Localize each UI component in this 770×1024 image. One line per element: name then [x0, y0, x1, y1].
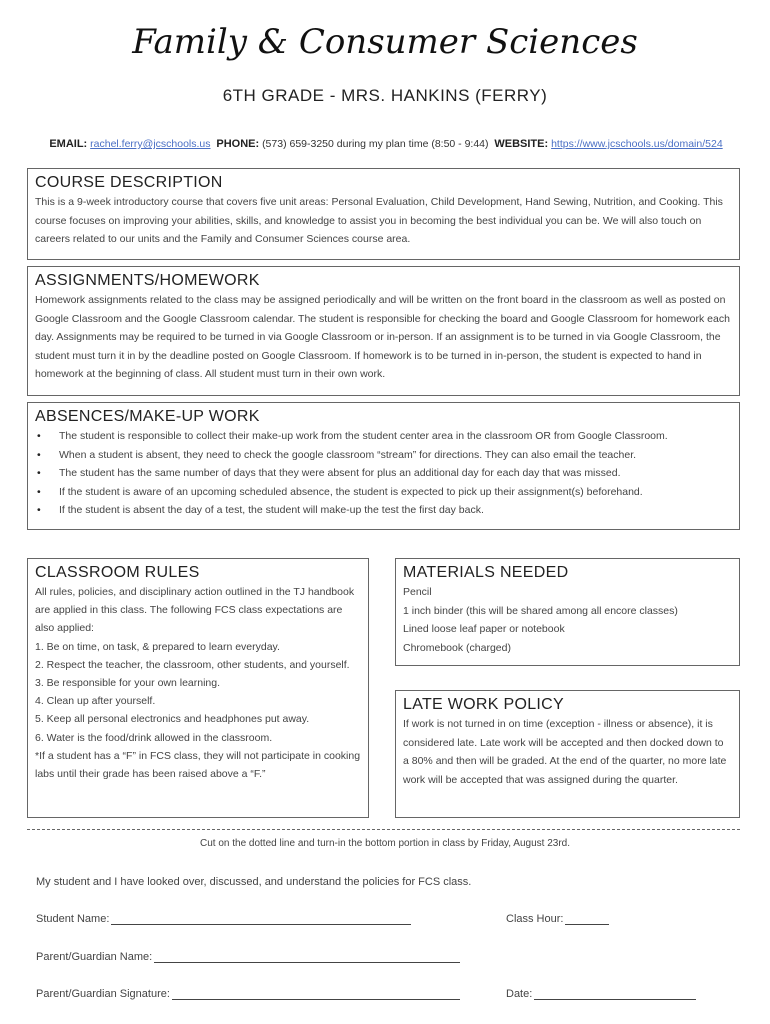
- list-item: Chromebook (charged): [403, 641, 511, 654]
- list-item: 6. Water is the food/drink allowed in the classroom.: [35, 731, 273, 744]
- date-label: Date:: [506, 988, 533, 1000]
- absences-list: [35, 427, 732, 520]
- late-work-heading: LATE WORK POLICY: [403, 696, 564, 713]
- agreement-statement: My student and I have looked over, discussed, and understand the policies for FCS class.: [36, 876, 472, 888]
- list-item: 1. Be on time, on task, & prepared to learn everyday.: [35, 640, 280, 653]
- parent-name-field[interactable]: [36, 950, 460, 963]
- date-field[interactable]: [506, 987, 696, 1000]
- list-item: • The student has the same number of days that they were absent for plus an additional day for each day that was missed.: [57, 464, 732, 483]
- course-description-box: [27, 168, 740, 260]
- date-line[interactable]: [534, 987, 696, 1000]
- list-item: 4. Clean up after yourself.: [35, 695, 156, 708]
- absences-heading: ABSENCES/MAKE-UP WORK: [35, 408, 260, 425]
- classroom-rules-note: *If a student has a “F” in FCS class, they will not participate in cooking labs until their grade has been raised above a “F.”: [35, 749, 361, 781]
- student-name-label: Student Name:: [36, 913, 110, 925]
- parent-signature-line[interactable]: [172, 987, 460, 1000]
- course-description-text: This is a 9-week introductory course that covers five unit areas: Personal Evaluation, Child Development, Hand Sewing, Nutrition, and Cooking. This course focuses on improving your abilities, skills, and knowledge to assist you in becoming the best individual you can be. We will also touch on careers related to our units and the Family and Consumer Sciences course area.: [35, 196, 723, 245]
- website-label: WEBSITE:: [494, 138, 549, 150]
- assignments-box: [27, 266, 740, 396]
- parent-signature-field[interactable]: [36, 987, 460, 1000]
- course-description-heading: COURSE DESCRIPTION: [35, 174, 223, 191]
- list-item: Lined loose leaf paper or notebook: [403, 623, 565, 635]
- late-work-text: If work is not turned in on time (exception - illness or absence), it is considered late. Late work will be accepted and then docked down to a 80% and then will be graded. At the end of the quarter, no more late work will be accepted that was assigned during the quarter.: [403, 718, 727, 786]
- materials-box: [395, 558, 740, 666]
- parent-signature-label: Parent/Guardian Signature:: [36, 988, 170, 1000]
- class-hour-line[interactable]: [565, 912, 609, 925]
- parent-name-line[interactable]: [154, 950, 460, 963]
- parent-name-label: Parent/Guardian Name:: [36, 951, 153, 963]
- list-item: Pencil: [403, 586, 432, 598]
- contact-line: [30, 138, 742, 150]
- classroom-rules-intro: All rules, policies, and disciplinary action outlined in the TJ handbook are applied in this class. The following FCS class expectations are also applied:: [35, 586, 355, 635]
- website-link[interactable]: https://www.jcschools.us/domain/524: [551, 138, 723, 150]
- page-title: Family & Consumer Sciences: [132, 22, 638, 62]
- list-item: • When a student is absent, they need to check the google classroom “stream” for directions. They can also email the teacher.: [57, 446, 732, 465]
- classroom-rules-box: [27, 558, 369, 818]
- list-item: • If the student is aware of an upcoming scheduled absence, the student is expected to pick up their assignment(s) beforehand.: [57, 483, 732, 502]
- page-subtitle: 6TH GRADE - MRS. HANKINS (FERRY): [222, 86, 548, 105]
- email-label: EMAIL:: [49, 138, 88, 150]
- class-hour-field[interactable]: [506, 912, 609, 925]
- class-hour-label: Class Hour:: [506, 913, 564, 925]
- list-item: 3. Be responsible for your own learning.: [35, 677, 221, 690]
- absences-box: [27, 402, 740, 530]
- phone-label: PHONE:: [216, 138, 260, 150]
- list-item: 5. Keep all personal electronics and headphones put away.: [35, 713, 310, 726]
- dotted-cut-line: [27, 829, 740, 830]
- cut-instructions: Cut on the dotted line and turn-in the bottom portion in class by Friday, August 23rd.: [199, 838, 571, 849]
- phone-text: (573) 659-3250 during my plan time (8:50 - 9:44): [262, 138, 489, 150]
- email-link[interactable]: rachel.ferry@jcschools.us: [90, 138, 211, 150]
- student-name-line[interactable]: [111, 912, 411, 925]
- materials-heading: MATERIALS NEEDED: [403, 564, 569, 581]
- list-item: 2. Respect the teacher, the classroom, other students, and yourself.: [35, 658, 350, 671]
- list-item: 1 inch binder (this will be shared among all encore classes): [403, 604, 678, 617]
- list-item: • If the student is absent the day of a test, the student will make-up the test the first day back.: [57, 501, 732, 520]
- assignments-text: Homework assignments related to the class may be assigned periodically and will be written on the front board in the classroom as well as posted on Google Classroom and the Google Classroom calendar. The student is responsible for checking the board and Google Classroom for homework each day. Assignments may be required to be turned in via Google Classroom or in-person. If an assignment is to be turned in via Google Classroom, the student must turn it in by the deadline posted on Google Classroom. If homework is to be turned in in-person, the student is expected to hand in homework at the beginning of class. All student must turn in their own work.: [35, 294, 730, 380]
- list-item: • The student is responsible to collect their make-up work from the student center area in the classroom OR from Google Classroom.: [57, 427, 732, 446]
- classroom-rules-heading: CLASSROOM RULES: [35, 564, 200, 581]
- student-name-field[interactable]: [36, 912, 411, 925]
- assignments-heading: ASSIGNMENTS/HOMEWORK: [35, 272, 260, 289]
- late-work-box: [395, 690, 740, 818]
